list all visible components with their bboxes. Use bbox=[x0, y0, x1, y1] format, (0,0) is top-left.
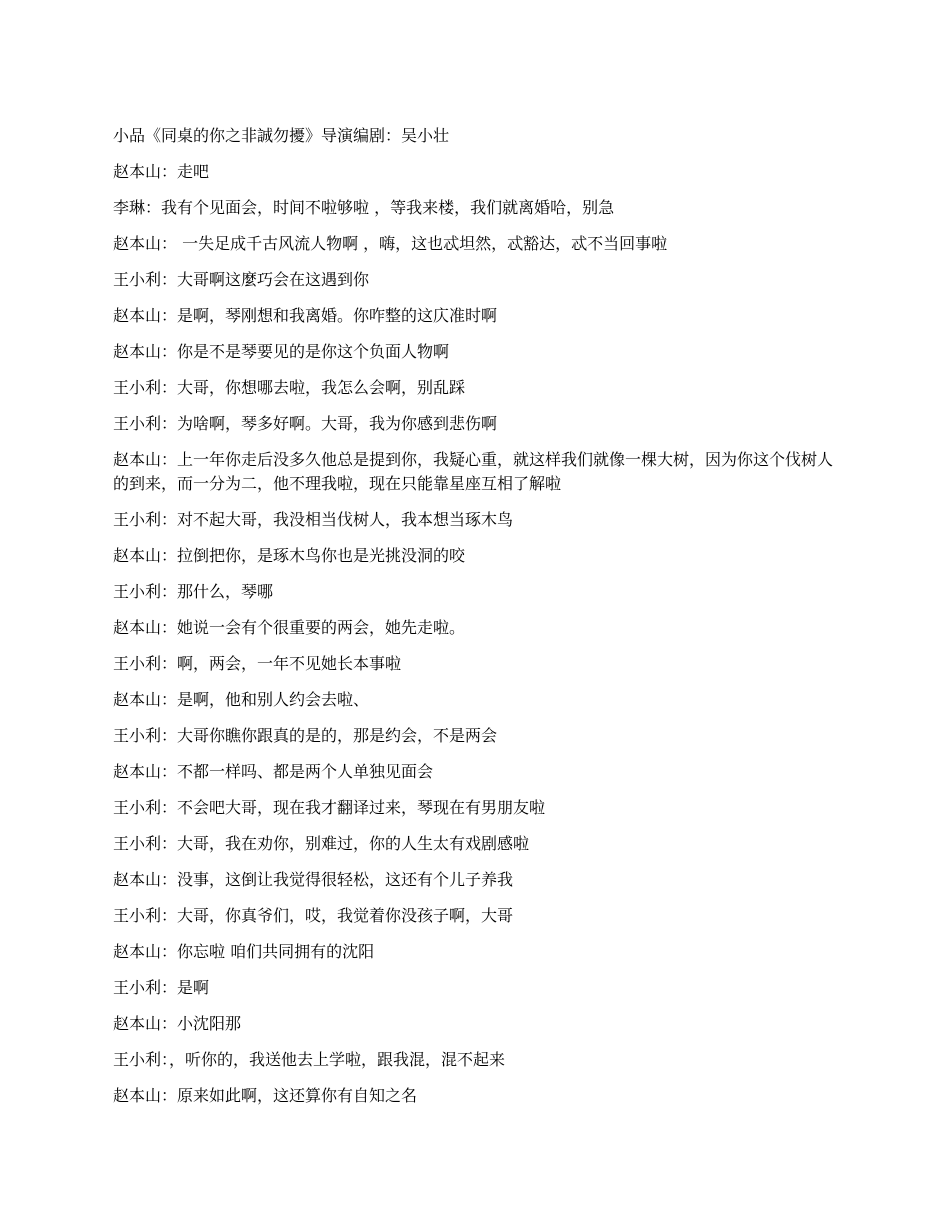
dialogue-line: 赵本山：没事，这倒让我觉得很轻松，这还有个儿子养我 bbox=[113, 870, 514, 889]
dialogue-line: 王小利：大哥你瞧你跟真的是的，那是约会，不是两会 bbox=[113, 726, 498, 745]
document-title: 小品《同桌的你之非誠勿擾》导演编剧：吴小壮 bbox=[113, 126, 450, 145]
dialogue-line: 赵本山：是啊，琴刚想和我离婚。你咋整的这庂准时啊 bbox=[113, 306, 498, 325]
dialogue-line: 赵本山：你忘啦 咱们共同拥有的沈阳 bbox=[113, 942, 375, 961]
dialogue-line: 赵本山：不都一样吗、都是两个人单独见面会 bbox=[113, 762, 434, 781]
dialogue-line: 王小利：大哥啊这麼巧会在这遇到你 bbox=[113, 270, 370, 289]
dialogue-line: 赵本山：原来如此啊，这还算你有自知之名 bbox=[113, 1086, 418, 1105]
dialogue-line: 赵本山：上一年你走后没多久他总是提到你，我疑心重，就这样我们就像一棵大树，因为你这个伐树人的到来，而一分为二，他不理我啦，现在只能靠星座互相了解啦 bbox=[113, 450, 834, 493]
dialogue-line: 王小利：大哥，你真爷们，哎，我觉着你没孩子啊，大哥 bbox=[113, 906, 514, 925]
dialogue-line: 赵本山：是啊，他和别人约会去啦、 bbox=[113, 690, 370, 709]
dialogue-line: 赵本山：小沈阳那 bbox=[113, 1014, 242, 1033]
dialogue-line: 王小利：不会吧大哥，现在我才翻译过来，琴现在有男朋友啦 bbox=[113, 798, 546, 817]
dialogue-line: 王小利：大哥，我在劝你，别难过，你的人生太有戏剧感啦 bbox=[113, 834, 530, 853]
dialogue-line: 王小利：，听你的，我送他去上学啦，跟我混，混不起来 bbox=[113, 1050, 506, 1069]
dialogue-line: 王小利：为啥啊，琴多好啊。大哥，我为你感到悲伤啊 bbox=[113, 414, 498, 433]
dialogue-lines bbox=[113, 160, 843, 1108]
document-body bbox=[113, 124, 843, 1120]
dialogue-line: 王小利：大哥，你想哪去啦，我怎么会啊，别乱踩 bbox=[113, 378, 466, 397]
dialogue-line: 李琳：我有个见面会，时间不啦够啦 ，等我来楼，我们就离婚哈，别急 bbox=[113, 198, 615, 217]
dialogue-line: 赵本山：拉倒把你，是琢木鸟你也是光挑没洞的咬 bbox=[113, 546, 466, 565]
dialogue-line: 王小利：是啊 bbox=[113, 978, 210, 997]
dialogue-line: 王小利：那什么，琴哪 bbox=[113, 582, 274, 601]
dialogue-line: 王小利：啊，两会，一年不见她长本事啦 bbox=[113, 654, 402, 673]
dialogue-line: 赵本山：你是不是琴要见的是你这个负面人物啊 bbox=[113, 342, 450, 361]
dialogue-line: 赵本山：走吧 bbox=[113, 162, 210, 181]
dialogue-line: 王小利：对不起大哥，我没相当伐树人，我本想当琢木鸟 bbox=[113, 510, 514, 529]
dialogue-line: 赵本山： 一失足成千古风流人物啊 ，嗨，这也忒坦然，忒豁达，忒不当回事啦 bbox=[113, 234, 668, 253]
dialogue-line: 赵本山：她说一会有个很重要的两会，她先走啦。 bbox=[113, 618, 466, 637]
